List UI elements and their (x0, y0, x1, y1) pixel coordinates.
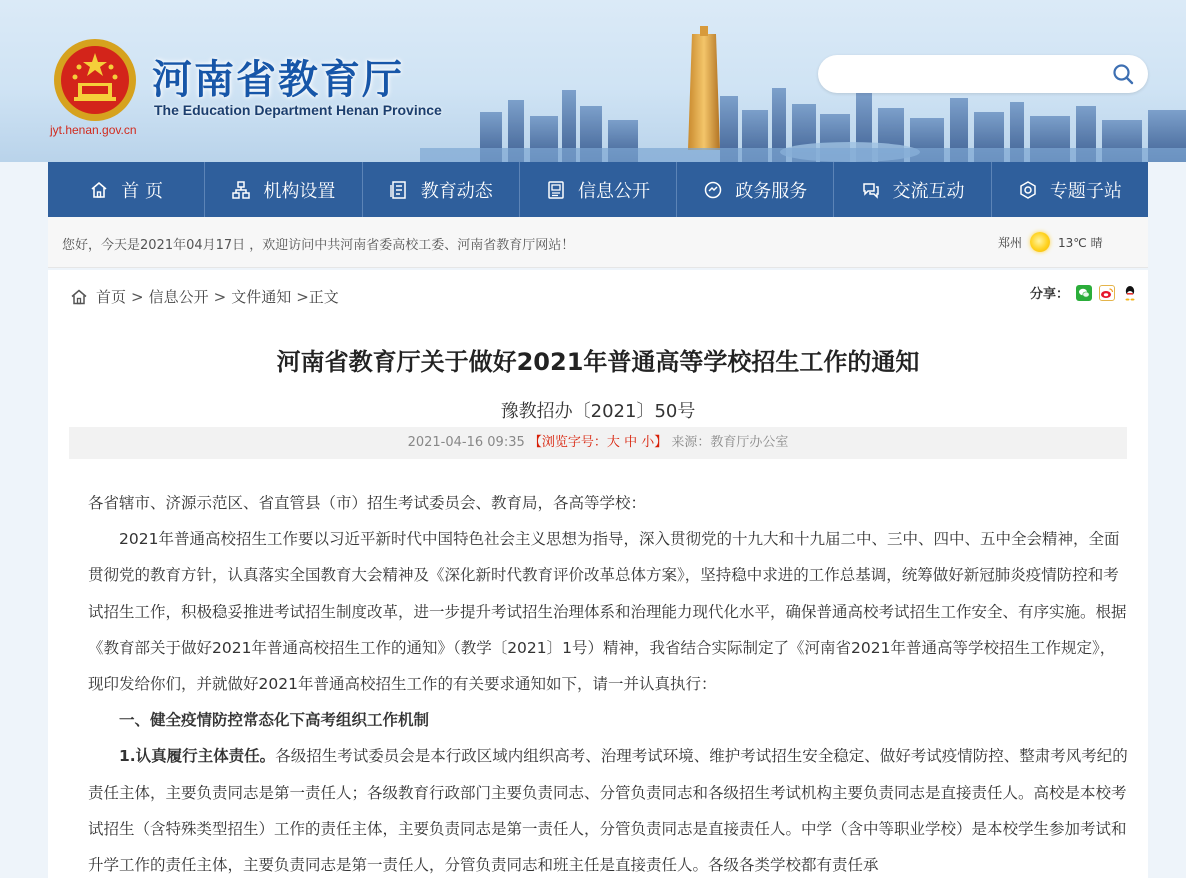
font-size-prefix: 【浏览字号： (528, 435, 607, 450)
breadcrumb-separator: > (296, 287, 309, 306)
interaction-icon (861, 180, 881, 200)
topic-icon (1018, 180, 1038, 200)
font-size-medium-link[interactable]: 中 (624, 435, 638, 450)
font-size-small-link[interactable]: 小 (641, 435, 655, 450)
article-source: 来源：教育厅办公室 (671, 435, 789, 450)
national-emblem-icon (52, 37, 138, 123)
header-banner (0, 0, 1186, 162)
section-heading: 一、健全疫情防控常态化下高考组织工作机制 (119, 711, 430, 730)
home-icon (70, 288, 88, 306)
breadcrumb (70, 286, 339, 307)
item-heading: 1.认真履行主体责任。 (119, 747, 276, 766)
font-size-suffix: 】 (654, 435, 668, 450)
document-icon (546, 180, 566, 200)
publish-date: 2021-04-16 09:35 (407, 435, 525, 450)
nav-item-label: 专题子站 (1049, 180, 1122, 202)
breadcrumb-home-link[interactable]: 首页 (96, 288, 127, 306)
article-panel (48, 270, 1148, 878)
body-paragraph (88, 738, 1128, 878)
nav-item-organization[interactable] (205, 162, 362, 217)
nav-item-label: 首 页 (121, 180, 163, 202)
weibo-icon[interactable] (1099, 285, 1115, 301)
share-label: 分享： (1029, 287, 1069, 302)
article-title: 河南省教育厅关于做好2021年普通高等学校招生工作的通知 (276, 348, 920, 376)
nav-item-interaction[interactable] (834, 162, 991, 217)
article-meta-bar (69, 427, 1127, 459)
home-icon (89, 180, 109, 200)
salutation: 各省辖市、济源示范区、省直管县（市）招生考试委员会、教育局，各高等学校： (88, 494, 647, 512)
font-size-large-link[interactable]: 大 (606, 435, 620, 450)
nav-item-info-disclosure[interactable] (520, 162, 677, 217)
site-subtitle: The Education Department Henan Province (154, 102, 442, 118)
document-number: 豫教招办〔2021〕50号 (500, 401, 696, 422)
weather-widget (998, 232, 1103, 252)
nav-item-label: 机构设置 (263, 180, 336, 202)
nav-item-gov-service[interactable] (677, 162, 834, 217)
nav-item-label: 信息公开 (577, 180, 650, 202)
breadcrumb-separator: > (213, 287, 227, 306)
sun-icon (1030, 232, 1050, 252)
nav-item-label: 政务服务 (735, 180, 808, 202)
main-nav (48, 162, 1148, 217)
search-icon[interactable] (1112, 63, 1134, 85)
qq-icon[interactable] (1122, 285, 1138, 301)
welcome-bar (48, 217, 1148, 268)
org-chart-icon (231, 180, 251, 200)
breadcrumb-current: 正文 (308, 288, 339, 306)
nav-item-label: 教育动态 (420, 180, 493, 202)
nav-item-topic-sites[interactable] (992, 162, 1148, 217)
article-body (88, 485, 1128, 878)
font-size-selector (529, 435, 667, 450)
nav-item-home[interactable] (48, 162, 205, 217)
body-paragraph: 2021年普通高校招生工作要以习近平新时代中国特色社会主义思想为指导，深入贯彻党的十九大和十九届二中、三中、四中、五中全会精神，全面贯彻党的教育方针，认真落实全国教育大会精神及《深化新时代教育评价改革总体方案》，坚持稳中求进的工作总基调，统筹做好新冠肺炎疫情防控和考试招生工作，积极稳妥推进考试招生制度改革，进一步提升考试招生治理体系和治理能力现代化水平，确保普通高校考试招生工作安全、有序实施。根据《教育部关于做好2021年普通高校招生工作的通知》（教学〔2021〕1号）精神，我省结合实际制定了《河南省2021年普通高等学校招生工作规定》，现印发给你们，并就做好2021年普通高校招生工作的有关要求通知如下，请一并认真执行： (88, 530, 1127, 694)
site-url: jyt.henan.gov.cn (50, 123, 137, 137)
nav-item-label: 交流互动 (892, 180, 965, 202)
breadcrumb-notices-link[interactable]: 文件通知 (231, 288, 292, 306)
wechat-icon[interactable] (1076, 285, 1092, 301)
weather-city: 郑州 (998, 235, 1023, 250)
news-icon (389, 180, 409, 200)
breadcrumb-info-disclosure-link[interactable]: 信息公开 (148, 288, 209, 306)
breadcrumb-separator: > (131, 287, 144, 306)
site-title: 河南省教育厅 (152, 57, 404, 103)
service-icon (703, 180, 723, 200)
item-text: 各级招生考试委员会是本行政区域内组织高考、治理考试环境、维护考试招生安全稳定、做好考试疫情防控、整肃考风考纪的责任主体，主要负责同志是第一责任人；各级教育行政部门主要负责同志、分管负责同志和各级招生考试机构主要负责同志是直接责任人。高校是本校考试招生（含特殊类型招生）工作的责任主体，主要负责同志是第一责任人，分管负责同志是直接责任人。中学（含中等职业学校）是本校学生参加考试和升学工作的责任主体，主要负责同志是第一责任人，分管负责同志和班主任是直接责任人。各级各类学校都有责任承 (88, 747, 1128, 875)
search-box (818, 55, 1148, 93)
weather-temp: 13℃ 晴 (1058, 235, 1103, 250)
nav-item-news[interactable] (363, 162, 520, 217)
search-input[interactable] (834, 63, 1104, 85)
welcome-text: 您好，今天是2021年04月17日 ，欢迎访问中共河南省委高校工委、河南省教育厅网站！ (62, 238, 575, 253)
share-bar (1030, 283, 1138, 302)
